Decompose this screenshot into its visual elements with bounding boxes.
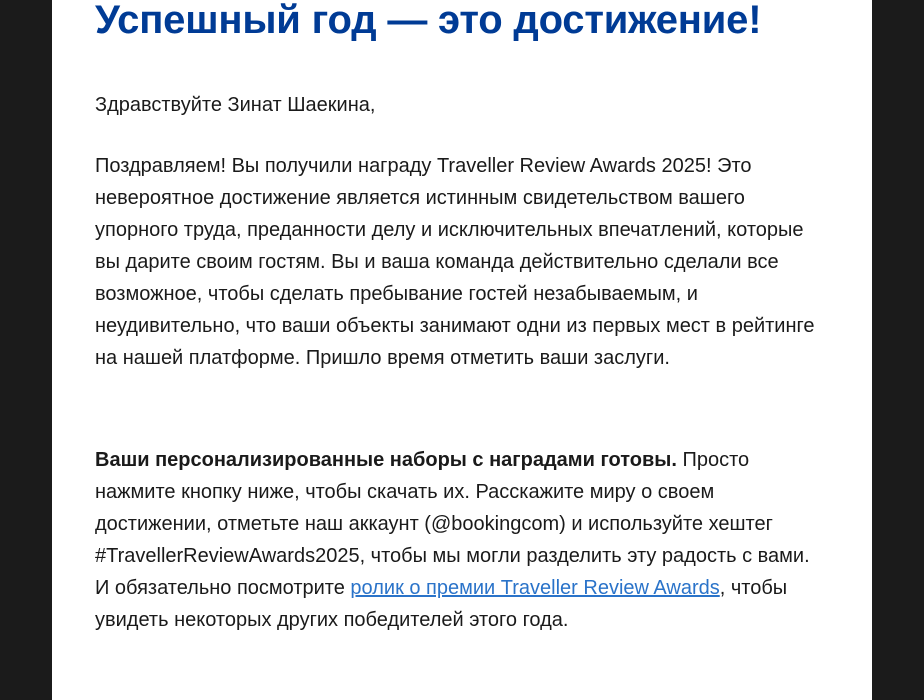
awards-kit-lead: Ваши персонализированные наборы с наградами готовы. xyxy=(95,449,677,471)
awards-kit-text-end: , чтобы увидеть некоторых других победителей этого года. xyxy=(95,577,788,631)
awards-video-link[interactable]: ролик о премии Traveller Review Awards xyxy=(350,577,720,599)
awards-kit-text: Просто нажмите кнопку ниже, чтобы скачать их. Расскажите миру о своем достижении, отметьте наш аккаунт (@bookingcom) и используйте хештег #TravellerReviewAwards2025, чтобы мы могли разделить эту радость с вами. И обязательно посмотрите xyxy=(95,449,810,599)
email-body xyxy=(52,0,872,700)
awards-kit-paragraph xyxy=(95,444,820,636)
email-title: Успешный год — это достижение! xyxy=(95,0,762,42)
greeting-text: Здравствуйте Зинат Шаекина, xyxy=(95,94,376,116)
congratulations-paragraph: Поздравляем! Вы получили награду Traveller Review Awards 2025! Это невероятное достижение является истинным свидетельством вашего упорного труда, преданности делу и исключительных впечатлений, которые вы дарите своим гостям. Вы и ваша команда действительно сделали все возможное, чтобы сделать пребывание гостей незабываемым, и неудивительно, что ваши объекты занимают одни из первых мест в рейтинге на нашей платформе. Пришло время отметить ваши заслуги. xyxy=(95,155,815,369)
